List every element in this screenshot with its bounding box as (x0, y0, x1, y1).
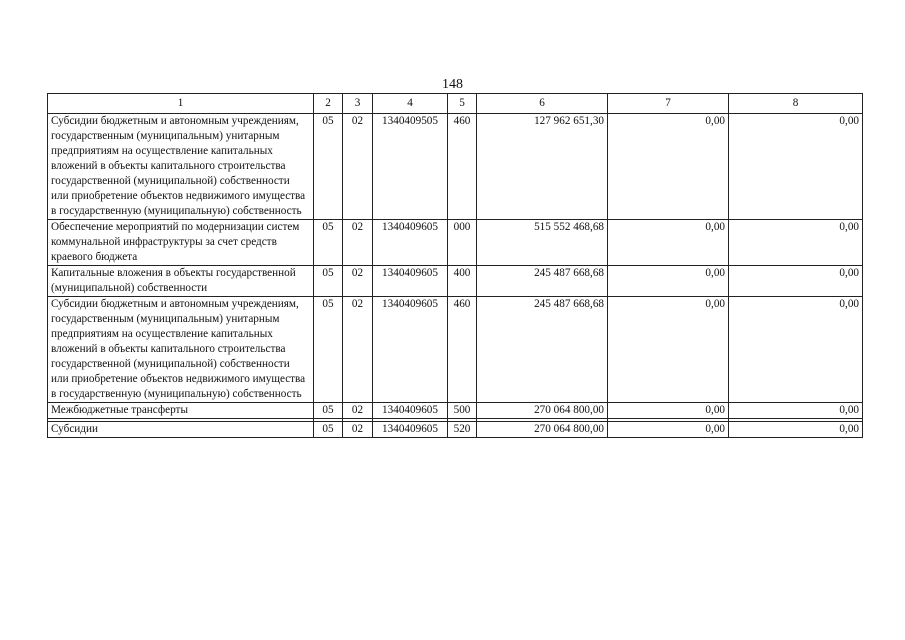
table-row (48, 220, 863, 266)
row-amount-8: 0,00 (729, 220, 863, 266)
table-row (48, 403, 863, 419)
row-subsection-code: 02 (343, 297, 373, 403)
column-header: 6 (477, 94, 608, 114)
row-expense-type: 520 (448, 422, 477, 438)
row-subsection-code: 02 (343, 422, 373, 438)
row-amount-8: 0,00 (729, 114, 863, 220)
row-expense-type: 500 (448, 403, 477, 419)
row-name: Межбюджетные трансферты (48, 403, 314, 419)
row-amount-8: 0,00 (729, 403, 863, 419)
row-expense-type: 000 (448, 220, 477, 266)
row-amount-7: 0,00 (608, 403, 729, 419)
row-amount-7: 0,00 (608, 297, 729, 403)
table-row (48, 266, 863, 297)
row-amount-8: 0,00 (729, 297, 863, 403)
row-amount-8: 0,00 (729, 266, 863, 297)
row-amount-6: 245 487 668,68 (477, 297, 608, 403)
row-name: Обеспечение мероприятий по модернизации систем коммунальной инфраструктуры за счет средств краевого бюджета (48, 220, 314, 266)
row-target-article: 1340409605 (373, 422, 448, 438)
row-section-code: 05 (314, 220, 343, 266)
row-section-code: 05 (314, 403, 343, 419)
row-amount-7: 0,00 (608, 114, 729, 220)
row-target-article: 1340409605 (373, 297, 448, 403)
row-name: Субсидии бюджетным и автономным учреждениям, государственным (муниципальным) унитарным предприятиям на осуществление капитальных вложений в объекты капитального строительства государственной (муниципальной) собственности или приобретение объектов недвижимого имущества в государственную (муниципальную) собственность (48, 114, 314, 220)
column-header: 8 (729, 94, 863, 114)
row-amount-7: 0,00 (608, 220, 729, 266)
column-header: 3 (343, 94, 373, 114)
column-header: 2 (314, 94, 343, 114)
row-subsection-code: 02 (343, 403, 373, 419)
column-header: 7 (608, 94, 729, 114)
row-section-code: 05 (314, 114, 343, 220)
row-subsection-code: 02 (343, 114, 373, 220)
table-row (48, 297, 863, 403)
column-header: 1 (48, 94, 314, 114)
row-expense-type: 460 (448, 297, 477, 403)
row-target-article: 1340409605 (373, 266, 448, 297)
row-section-code: 05 (314, 266, 343, 297)
row-target-article: 1340409505 (373, 114, 448, 220)
table-row (48, 422, 863, 438)
row-amount-7: 0,00 (608, 266, 729, 297)
row-amount-6: 270 064 800,00 (477, 422, 608, 438)
table-row (48, 114, 863, 220)
row-amount-6: 127 962 651,30 (477, 114, 608, 220)
budget-table (47, 93, 863, 438)
row-name: Субсидии бюджетным и автономным учреждениям, государственным (муниципальным) унитарным предприятиям на осуществление капитальных вложений в объекты капитального строительства государственной (муниципальной) собственности или приобретение объектов недвижимого имущества в государственную (муниципальную) собственность (48, 297, 314, 403)
row-amount-7: 0,00 (608, 422, 729, 438)
row-section-code: 05 (314, 297, 343, 403)
row-expense-type: 400 (448, 266, 477, 297)
row-amount-6: 270 064 800,00 (477, 403, 608, 419)
row-amount-6: 245 487 668,68 (477, 266, 608, 297)
row-target-article: 1340409605 (373, 403, 448, 419)
page-number: 148 (442, 77, 463, 92)
row-target-article: 1340409605 (373, 220, 448, 266)
row-subsection-code: 02 (343, 266, 373, 297)
row-name: Капитальные вложения в объекты государственной (муниципальной) собственности (48, 266, 314, 297)
row-expense-type: 460 (448, 114, 477, 220)
column-header: 5 (448, 94, 477, 114)
row-name: Субсидии (48, 422, 314, 438)
header-row (48, 94, 863, 114)
column-header: 4 (373, 94, 448, 114)
row-amount-8: 0,00 (729, 422, 863, 438)
row-amount-6: 515 552 468,68 (477, 220, 608, 266)
row-subsection-code: 02 (343, 220, 373, 266)
row-section-code: 05 (314, 422, 343, 438)
